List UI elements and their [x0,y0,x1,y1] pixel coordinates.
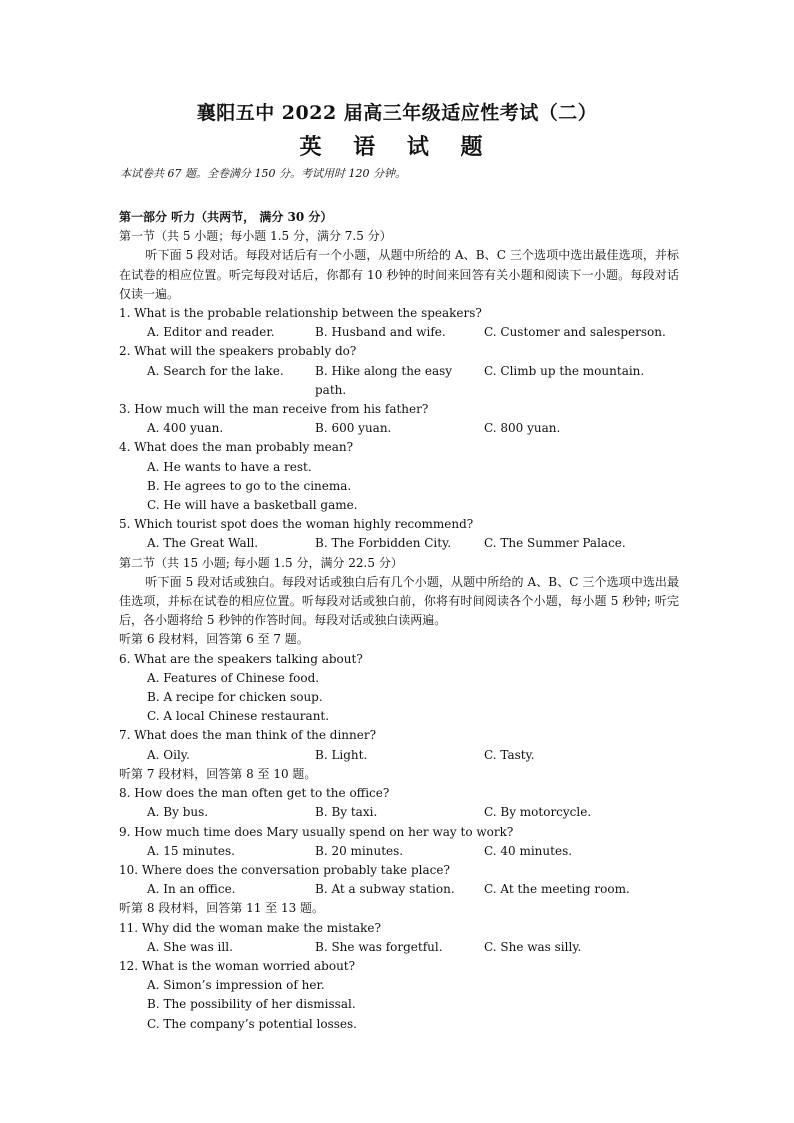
option-a: A. She was ill. [147,939,233,954]
question-stem: 3. How much will the man receive from his father? [119,402,429,417]
option-c: C. The Summer Palace. [484,536,626,551]
option-a: A. 15 minutes. [147,843,235,858]
option-c: C. At the meeting room. [484,882,630,897]
section-instructions: 听下面 5 段对话。每段对话后有一个小题，从题中所给的 A、B、C 三个选项中选出最佳选项，并标在试卷的相应位置。听完每段对话后，你都有 10 秒钟的时间来回答有关小题和阅读下一小题。每段对话仅读一遍。 [119,248,679,301]
option-a: A. In an office. [147,882,236,897]
option-a: A. By bus. [147,805,209,820]
option-a: A. 400 yuan. [147,421,224,436]
option-b: B. By taxi. [315,805,378,820]
option-a: A. Search for the lake. [147,363,284,378]
question-stem: 11. Why did the woman make the mistake? [119,920,381,935]
question-stem: 7. What does the man think of the dinner? [119,728,377,743]
question-stem: 12. What is the woman worried about? [119,958,356,973]
option-b: B. A recipe for chicken soup. [147,690,323,705]
option-c: C. She was silly. [484,939,582,954]
option-b: B. 600 yuan. [315,421,392,436]
option-c: C. Tasty. [484,747,535,762]
option-c: C. By motorcycle. [484,805,592,820]
exam-title: 襄阳五中 2022 届高三年级适应性考试（二） [196,102,598,124]
section-heading: 第一节（共 5 小题；每小题 1.5 分，满分 7.5 分） [119,229,392,244]
option-b: B. Husband and wife. [315,325,446,340]
question-stem: 1. What is the probable relationship between the speakers? [119,306,482,321]
option-a: A. Simon’s impression of her. [147,978,325,993]
question-stem: 8. How does the man often get to the office? [119,786,390,801]
material-note: 听第 8 段材料，回答第 11 至 13 题。 [119,901,325,916]
option-row [119,938,679,957]
option-b: B. 20 minutes. [315,843,404,858]
part-heading: 第一部分 听力（共两节， 满分 30 分） [119,210,333,224]
option-row [119,842,679,861]
option-a: A. Features of Chinese food. [147,670,320,685]
option-b: B. The possibility of her dismissal. [147,997,356,1012]
option-a: A. The Great Wall. [147,536,259,551]
option-row [119,880,679,899]
option-row [119,534,679,553]
exam-content [119,208,679,1034]
question-stem: 6. What are the speakers talking about? [119,651,363,666]
option-c: C. Climb up the mountain. [484,363,645,378]
option-a: A. He wants to have a rest. [147,459,312,474]
option-row [119,419,679,438]
option-c: C. A local Chinese restaurant. [147,709,330,724]
section-instructions: 听下面 5 段对话或独白。每段对话或独白后有几个小题，从题中所给的 A、B、C 三个选项中选出最佳选项，并标在试卷的相应位置。听每段对话或独白前，你将有时间阅读各个小题，每小题 5 秒钟; 听完后，各小题将给 5 秒钟的作答时间。每段对话或独白读两遍。 [119,574,679,628]
question-stem: 2. What will the speakers probably do? [119,344,357,359]
option-b: B. The Forbidden City. [315,536,452,551]
subject-title: 英 语 试 题 [299,134,495,160]
option-c: C. The company’s potential losses. [147,1016,357,1031]
option-row [119,746,679,765]
question-stem: 4. What does the man probably mean? [119,440,354,455]
option-b: B. She was forgetful. [315,939,443,954]
section-heading: 第二节（共 15 小题; 每小题 1.5 分，满分 22.5 分） [119,555,403,570]
option-row [119,362,679,400]
option-a: A. Oily. [147,747,190,762]
option-c: C. 40 minutes. [484,843,573,858]
option-c: C. He will have a basketball game. [147,498,358,513]
option-b: B. Hike along the easy path. [315,363,453,397]
material-note: 听第 6 段材料，回答第 6 至 7 题。 [119,632,309,647]
option-c: C. Customer and salesperson. [484,325,666,340]
option-a: A. Editor and reader. [147,325,275,340]
option-b: B. At a subway station. [315,882,455,897]
option-c: C. 800 yuan. [484,421,561,436]
exam-note: 本试卷共 67 题。全卷满分 150 分。考试用时 120 分钟。 [120,167,406,180]
option-b: B. Light. [315,747,368,762]
material-note: 听第 7 段材料，回答第 8 至 10 题。 [119,766,317,781]
option-b: B. He agrees to go to the cinema. [147,478,352,493]
question-stem: 10. Where does the conversation probably take place? [119,862,450,877]
question-stem: 9. How much time does Mary usually spend on her way to work? [119,824,514,839]
question-stem: 5. Which tourist spot does the woman highly recommend? [119,517,474,532]
option-row [119,323,679,342]
option-row [119,803,679,822]
